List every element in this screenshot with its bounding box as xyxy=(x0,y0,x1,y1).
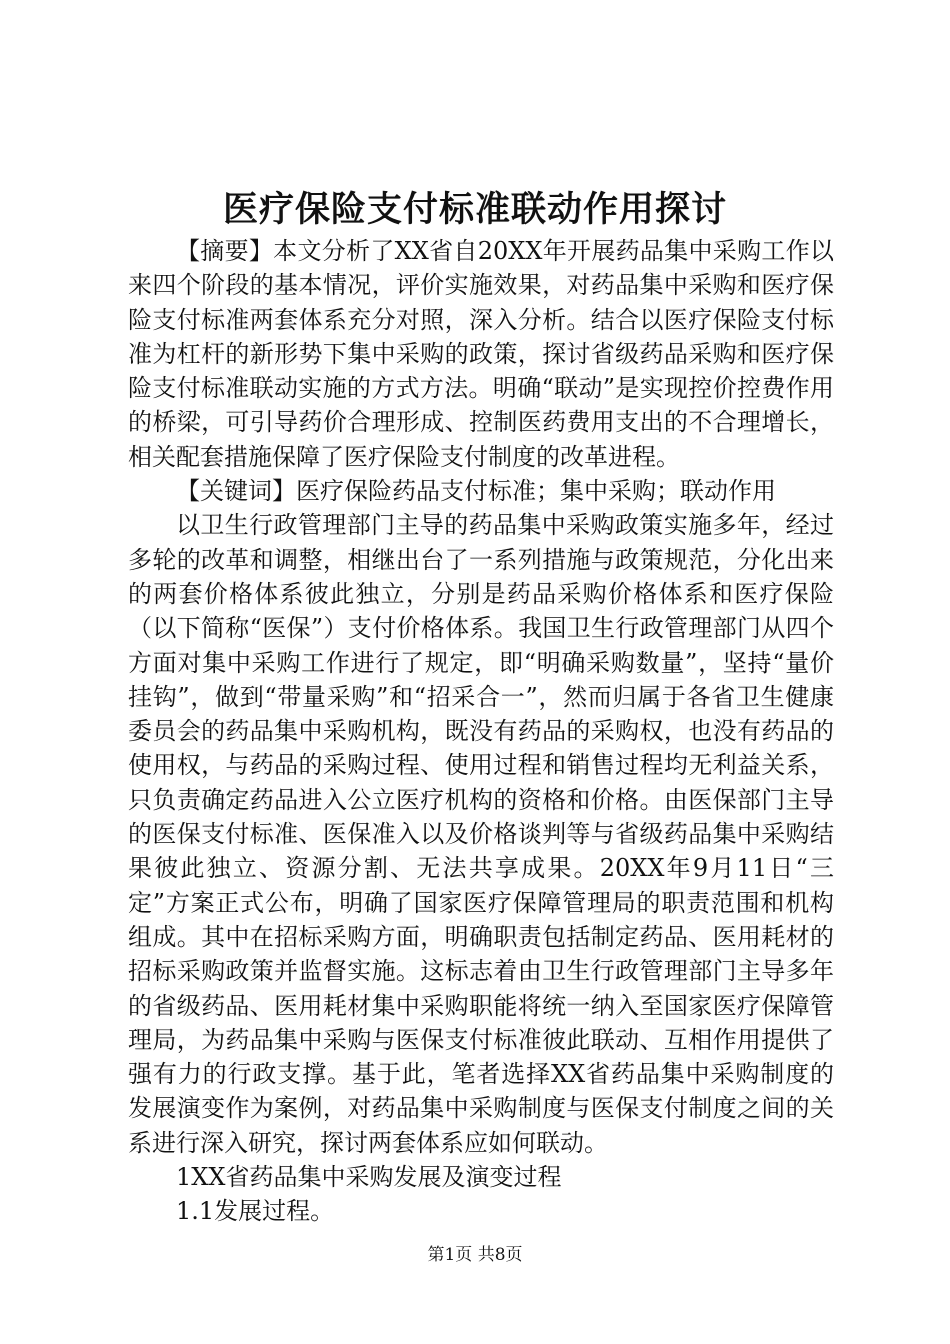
page-footer: 第1页 共8页 xyxy=(427,1245,523,1265)
keywords-paragraph: 【关键词】医疗保险药品支付标准；集中采购；联动作用 xyxy=(176,477,776,506)
abstract-paragraph: 【摘要】本文分析了XX省自20XX年开展药品集中采购工作以来四个阶段的基本情况，评价实施效果，对药品集中采购和医疗保险支付标准两套体系充分对照，深入分析。结合以医疗保险支付标准为杠杆的新形势下集中采购的政策，探讨省级药品采购和医疗保险支付标准联动实施的方式方法。明确“联动”是实现控价控费作用的桥梁，可引导药价合理形成、控制医药费用支出的不合理增长，相关配套措施保障了医疗保险支付制度的改革进程。 xyxy=(128,237,834,471)
document-body xyxy=(128,234,834,1229)
body-paragraph: 以卫生行政管理部门主导的药品集中采购政策实施多年，经过多轮的改革和调整，相继出台了一系列措施与政策规范，分化出来的两套价格体系彼此独立，分别是药品采购价格体系和医疗保险（以下简称“医保”）支付价格体系。我国卫生行政管理部门从四个方面对集中采购工作进行了规定，即“明确采购数量”，坚持“量价挂钩”，做到“带量采购”和“招采合一”，然而归属于各省卫生健康委员会的药品集中采购机构，既没有药品的采购权，也没有药品的使用权，与药品的采购过程、使用过程和销售过程均无利益关系，只负责确定药品进入公立医疗机构的资格和价格。由医保部门主导的医保支付标准、医保准入以及价格谈判等与省级药品集中采购结果彼此独立、资源分割、无法共享成果。20XX年9月11日“三定”方案正式公布，明确了国家医疗保障管理局的职责范围和机构组成。其中在招标采购方面，明确职责包括制定药品、医用耗材的招标采购政策并监督实施。这标志着由卫生行政管理部门主导多年的省级药品、医用耗材集中采购职能将统一纳入至国家医疗保障管理局，为药品集中采购与医保支付标准彼此联动、互相作用提供了强有力的行政支撑。基于此，笔者选择XX省药品集中采购制度的发展演变作为案例，对药品集中采购制度与医保支付制度之间的关系进行深入研究，探讨两套体系应如何联动。 xyxy=(128,511,834,1157)
document-title: 医疗保险支付标准联动作用探讨 xyxy=(222,189,727,230)
subsection-heading: 1.1发展过程。 xyxy=(176,1197,335,1226)
section-heading: 1XX省药品集中采购发展及演变过程 xyxy=(176,1163,562,1192)
